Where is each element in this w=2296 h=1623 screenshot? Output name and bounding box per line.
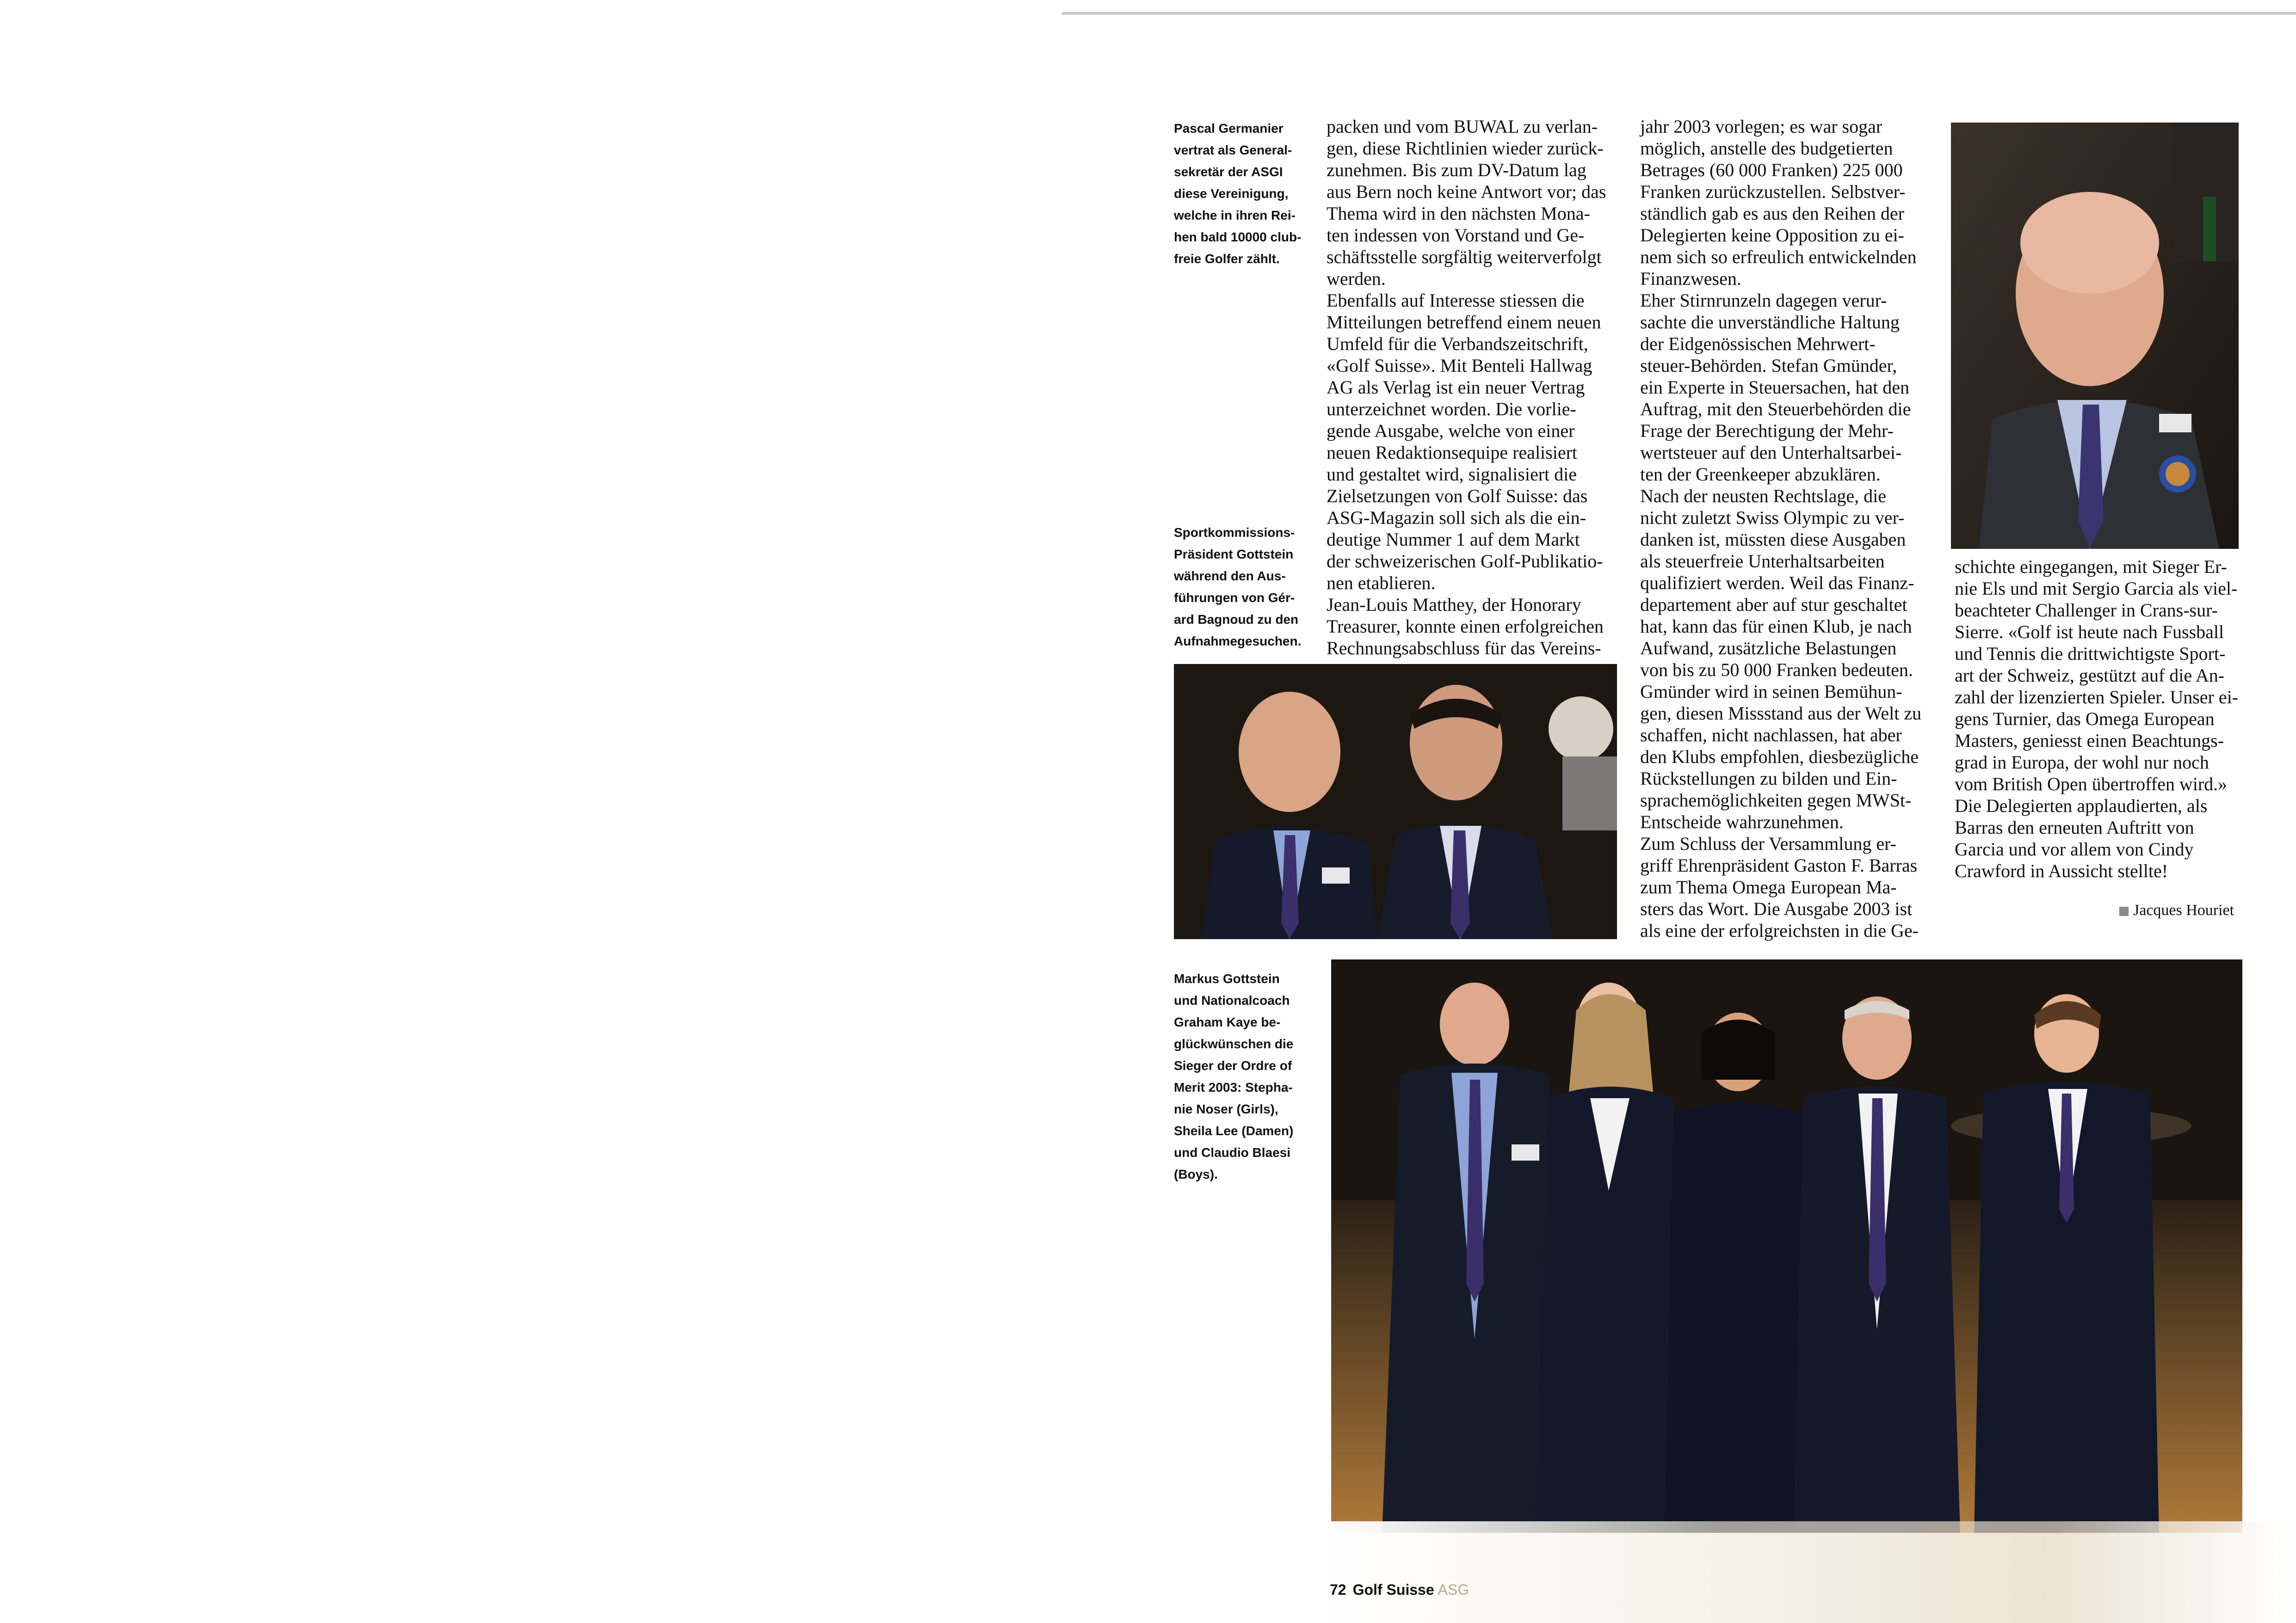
caption-germanier: Pascal Germanier vertrat als General- sekretär der ASGI diese Vereinigung, welche in ihren Rei- hen bald 10000 club- freie Golfer zählt.	[1174, 121, 1302, 266]
magazine-name: Golf Suisse	[1352, 1581, 1434, 1598]
two-men-illustration	[1174, 664, 1617, 939]
page-bottom-fade	[1318, 1521, 2296, 1623]
author-name: Jacques Houriet	[2133, 902, 2234, 919]
photo-germanier-portrait	[1951, 123, 2239, 549]
portrait-illustration	[1951, 123, 2239, 549]
article-column-1: packen und vom BUWAL zu verlan- gen, diese Richtlinien wieder zurück- zunehmen. Bis zum DV-Datum lag aus Bern noch keine Antwort vor; das Thema wird in den nächsten Mona- ten indessen von Vorstand und Ge- schäftsstelle sorgfältig weiterverfolgt werden. Ebenfalls auf Interesse stiessen die Mitteilungen betreffend einem neuen Umfeld für die Verbandszeitschrift, «Golf Suisse». Mit Benteli Hallwag AG als Verlag ist ein neuer Vertrag unterzeichnet worden. Die vorlie- gende Ausgabe, welche von einer neuen Redaktionsequipe realisiert und gestaltet wird, signalisiert die Zielsetzungen von Golf Suisse: das ASG-Magazin soll sich als die ein- deutige Nummer 1 auf dem Markt der schweizerischen Golf-Publikatio- nen etablieren. Jean-Louis Matthey, der Honorary Treasurer, konnte einen erfolgreichen Rechnungsabschluss für das Vereins-	[1327, 116, 1606, 658]
byline-square-icon	[2119, 907, 2129, 916]
photo-gottstein-bagnoud	[1174, 664, 1617, 939]
caption-ordre-of-merit: Markus Gottstein und Nationalcoach Graham Kaye be- glückwünschen die Sieger der Ordre of Merit 2003: Stepha- nie Noser (Girls), Sheila Lee (Damen) und Claudio Blaesi (Boys).	[1174, 971, 1294, 1181]
article-column-3: schichte eingegangen, mit Sieger Er- nie Els und mit Sergio Garcia als viel- beachteter Challenger in Crans-sur- Sierre. «Golf ist heute nach Fussball und Tennis die drittwichtigste Sport- art der Schweiz, gestützt auf die An- zahl der lizenzierten Spieler. Unser ei- gens Turnier, das Omega European Masters, geniesst einen Beachtungs- grad in Europa, der wohl nur noch vom British Open übertroffen wird.» Die Delegierten applaudierten, als Barras den erneuten Auftritt von Garcia und vor allem von Cindy Crawford in Aussicht stellte!	[1955, 556, 2239, 881]
page-number: 72	[1330, 1581, 1346, 1598]
group-illustration	[1331, 959, 2242, 1533]
photo-ordre-of-merit-winners	[1331, 959, 2242, 1533]
caption-gottstein: Sportkommissions- Präsident Gottstein während den Aus- führungen von Gér- ard Bagnoud zu den Aufnahmegesuchen.	[1174, 525, 1302, 648]
article-column-2: jahr 2003 vorlegen; es war sogar möglich, anstelle des budgetierten Betrages (60 000 Franken) 225 000 Franken zurückzustellen. Selbstver- ständlich gab es aus den Reihen der Delegierten keine Opposition zu ei- nem sich so erfreulich entwickelnden Finanzwesen. Eher Stirnrunzeln dagegen verur- sachte die unverständliche Haltung der Eidgenössischen Mehrwert- steuer-Behörden. Stefan Gmünder, ein Experte in Steuersachen, hat den Auftrag, mit den Steuerbehörden die Frage der Berechtigung der Mehr- wertsteuer auf den Unterhaltsarbei- ten der Greenkeeper abzuklären. Nach der neusten Rechtslage, die nicht zuletzt Swiss Olympic zu ver- danken ist, müssten diese Ausgaben als steuerfreie Unterhaltsarbeiten qualifiziert werden. Weil das Finanz- departement aber auf stur geschaltet hat, kann das für einen Klub, je nach Aufwand, zusätzliche Belastungen von bis zu 50 000 Franken bedeuten. Gmünder wird in seinen Bemühun- gen, diesen Missstand aus der Welt zu schaffen, nicht nachlassen, hat aber den Klubs empfohlen, diesbezügliche Rückstellungen zu bilden und Ein- sprachemöglichkeiten gegen MWSt- Entscheide wahrzunehmen. Zum Schluss der Versammlung er- griff Ehrenpräsident Gaston F. Barras zum Thema Omega European Ma- sters das Wort. Die Ausgabe 2003 ist als eine der erfolgreichsten in die Ge-	[1640, 116, 1922, 941]
section-name: ASG	[1438, 1581, 1469, 1598]
top-rule	[1062, 12, 2296, 15]
author-byline	[2119, 902, 2234, 919]
page-footer	[1330, 1581, 1469, 1598]
